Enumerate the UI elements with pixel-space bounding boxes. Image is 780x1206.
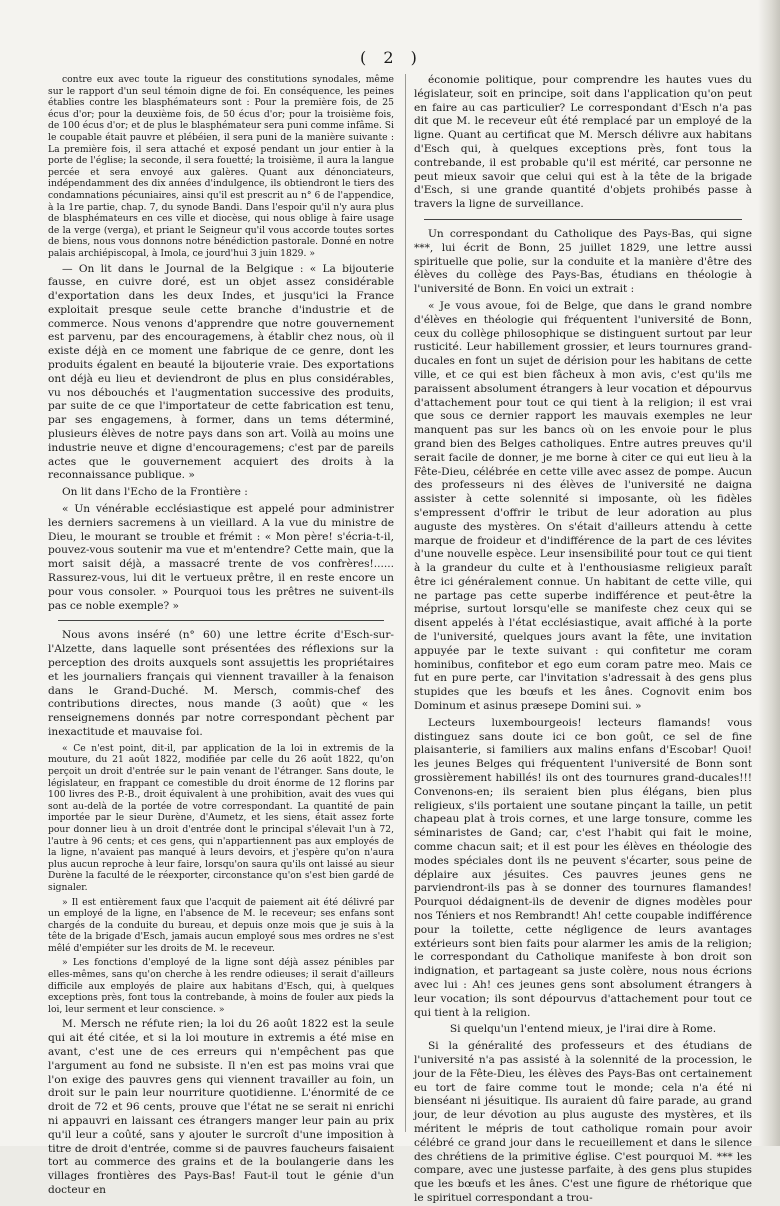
section-separator — [58, 620, 384, 621]
left-column — [48, 74, 394, 1197]
page-fold-shadow — [758, 0, 780, 1146]
page-number: ( 2 ) — [360, 48, 423, 67]
article-paragraph: — On lit dans le Journal de la Belgique : « La bijouterie fausse, en cuivre doré, est un objet assez considérable d'exportation dans les deux Indes, et jusqu'ici la France exploitait presque seule cette branche d'industrie et de commerce. Nous venons d'apprendre que notre gouvernement est parvenu, par des encouragemens, à établir chez nous, où il existe déjà en ce moment une fabrique de ce genre, dont les produits égalent en beauté la bijouterie vraie. Des exportations ont déjà eu lieu et deviendront de plus en plus considérables, vu nos débouchés et l'augmentation successive des produits, par suite de ce que l'importateur de cette fabrication est tenu, par ses engagemens, à former, dans un tems déterminé, plusieurs élèves de notre pays dans son art. Voilà au moins une industrie neuve et digne d'encouragemens; c'est par de pareils actes que le gouvernement acquiert des droits à la reconnaissance publique. » — [48, 262, 394, 482]
article-paragraph: Si la généralité des professeurs et des étudians de l'université n'a pas assisté à la solennité de la procession, le jour de la Fête-Dieu, les élèves des Pays-Bas ont certainement eu tort de faire comme tout le monde; cela n'a été ni bienséant ni jésuitique. Ils auraient dû faire parade, au grand jour, de leur dévotion au plus auguste des mystères, et ils méritent le mépris de tout catholique romain pour avoir célébré ce grand jour dans le recueillement et dans le silence des chrétiens de la primitive église. C'est pourquoi M. *** les compare, avec une justesse parfaite, à des gens plus stupides que les bœufs et les ânes. C'est une figure de rhétorique que le spirituel correspondant a trou- — [414, 1040, 752, 1204]
article-paragraph: économie politique, pour comprendre les hautes vues du législateur, soit en principe, soit dans l'application qu'on peut en faire au cas particulier? Le correspondant d'Esch n'a pas dit que M. le receveur eût été remplacé par un employé de la ligne. Quant au certificat que M. Mersch délivre aux habitans d'Esch qui, à quelques exceptions près, font tous la contrebande, il est probable qu'il est mérité, car personne ne peut mieux savoir que celui qui est à la tête de la brigade d'Esch, si une grande quantité d'objets prohibés passe à travers la ligne de surveillance. — [414, 74, 752, 211]
article-paragraph: Lecteurs luxembourgeois! lecteurs flamands! vous distinguez sans doute ici ce bon goût, ce sel de fine plaisanterie, si familiers aux malins enfans d'Escobar! Quoi! les jeunes Belges qui fréquentent l'université de Bonn sont grossièrement habillés! ils ont des tournures grand-ducales!!! Convenons-en; ils seraient bien plus élégans, bien plus religieux, s'ils portaient une soutane pinçant la taille, un petit chapeau plat à trois cornes, et une large tonsure, comme les séminaristes de Gand; car, c'est l'habit qui fait le moine, comme chacun sait; et il est pour les élèves en théologie des modes spéciales dont ils ne peuvent s'écarter, sous peine de déplaire aux jésuites. Ces pauvres jeunes gens ne parviendront-ils pas à se donner des tournures flamandes! Pourquoi dédaignent-ils de devenir de dignes modèles pour nos Téniers et nos Rembrandt! Ah! cette coupable indifférence pour la toilette, cette négligence de leurs avantages extérieurs sont bien faits pour alarmer les amis de la religion; le correspondant du Catholique manifeste à bon droit son indignation, et partageant sa juste colère, nous nous écrions avec lui : Ah! ces jeunes gens sont absolument étrangers à leur vocation; ils sont dépourvus d'attachement pour tout ce qui tient à la religion. — [414, 716, 752, 1019]
columns — [48, 74, 752, 1204]
article-paragraph: » Les fonctions d'employé de la ligne sont déjà assez pénibles par elles-mêmes, sans qu'on cherche à les rendre odieuses; il serait d'ailleurs difficile aux employés de plaire aux habitans d'Esch, qui, à quelques exceptions près, font tous la contrebande, à moins de fouler aux pieds la loi, leur serment et leur conscience. » — [48, 957, 394, 1015]
article-paragraph: Si quelqu'un l'entend mieux, je l'irai dire à Rome. — [449, 1023, 717, 1036]
right-column — [414, 74, 752, 1204]
article-paragraph: Nous avons inséré (n° 60) une lettre écrite d'Esch-sur-l'Alzette, dans laquelle sont présentées des réflexions sur la perception des droits auxquels sont assujettis les propriétaires et les journaliers français qui viennent travailler à la fenaison dans le Grand-Duché. M. Mersch, commis-chef des contributions directes, nous mande (3 août) que « les renseignemens donnés par notre correspondant pèchent par inexactitude et mauvaise foi. — [48, 629, 394, 738]
article-paragraph: « Ce n'est point, dit-il, par application de la loi in extremis de la mouture, du 21 août 1822, modifiée par celle du 26 août 1822, qu'on perçoit un droit d'entrée sur le pain venant de l'étranger. Sans doute, le législateur, en frappant ce comestible du droit énorme de 12 florins par 100 livres des P.-B., droit équivalent à une prohibition, avait des vues qui sont au-delà de la portée de votre correspondant. La quantité de pain importée par le sieur Durène, d'Aumetz, et les siens, était assez forte pour donner lieu à un droit d'entrée dont le principal s'élevait l'un à 72, l'autre à 96 cents; et ces gens, qui n'appartiennent pas aux employés de la ligne, n'avaient pas manqué à leurs devoirs, et j'espère qu'on n'aura plus aucun reproche à leur faire, lorsqu'on saura qu'ils ont laissé au sieur Durène la faculté de le réexporter, circonstance qu'on s'est bien gardé de signaler. — [48, 742, 394, 893]
article-paragraph: Un correspondant du Catholique des Pays-Bas, qui signe ***, lui écrit de Bonn, 25 juillet 1829, une lettre aussi spirituelle que polie, sur la conduite et la manière d'être des élèves du collège des Pays-Bas, étudians en théologie à l'université de Bonn. En voici un extrait : — [414, 227, 752, 296]
article-paragraph: contre eux avec toute la rigueur des constitutions synodales, même sur le rapport d'un seul témoin digne de foi. En conséquence, les peines établies contre les blasphémateurs sont : Pour la première fois, de 25 écus d'or; pour la deuxième fois, de 50 écus d'or; pour la troisième fois, de 100 écus d'or; et de plus le blasphémateur sera puni comme infâme. Si le coupable était pauvre et plébéien, il sera puni de la manière suivante : La première fois, il sera attaché et exposé pendant un jour entier à la porte de l'église; la seconde, il sera fouetté; la troisième, il aura la langue percée et sera envoyé aux galères. Quant aux dénonciateurs, indépendamment des dix années d'indulgence, ils obtiendront le tiers des condamnations pécuniaires, ainsi qu'il est prescrit au n° 6 de l'appendice, à la 1re partie, chap. 7, du synode Bandi. Dans l'espoir qu'il n'y aura plus de blasphémateurs en ces ville et diocèse, qui nous oblige à faire usage de la verge (verga), et priant le Seigneur qu'il vous accorde toutes sortes de biens, nous vous donnons notre bénédiction pastorale. Donné en notre palais archiépiscopal, à Imola, ce jourd'hui 3 juin 1829. » — [48, 74, 394, 259]
article-paragraph: « Un vénérable ecclésiastique est appelé pour administrer les derniers sacremens à un vieillard. A la vue du ministre de Dieu, le mourant se trouble et frémit : « Mon père! s'écria-t-il, pouvez-vous soutenir ma vue et m'entendre? Cette main, que la mort saisit déjà, a massacré trente de vos confrères!...... Rassurez-vous, lui dit le vertueux prêtre, il en reste encore un pour vous consoler. » Pourquoi tous les prêtres ne suivent-ils pas ce noble exemple? » — [48, 503, 394, 612]
section-separator — [424, 219, 742, 220]
article-paragraph: On lit dans l'Echo de la Frontière : — [62, 486, 248, 499]
article-paragraph: « Je vous avoue, foi de Belge, que dans le grand nombre d'élèves en théologie qui fréquentent l'université de Bonn, ceux du collège philosophique se distinguent surtout par leur rusticité. Leur habillement grossier, et leurs tournures grand-ducales en font un sujet de dérision pour les habitans de cette ville, et ce qui est bien fâcheux à mon avis, c'est qu'ils me paraissent absolument étrangers à leur vocation et dépourvus d'attachement pour tout ce qui tient à la religion; il est vrai que sous ce dernier rapport les mauvais exemples ne leur manquent pas sur les bancs où on les envoie pour le plus grand bien des Belges catholiques. Entre autres preuves qu'il serait facile de donner, je me borne à citer ce qui eut lieu à la Fête-Dieu, célébrée en cette ville avec assez de pompe. Aucun des professeurs ni des élèves de l'université ne daigna assister à cette solennité si imposante, où les fidèles s'empressent d'offrir le tribut de leur adoration au plus auguste des mystères. On s'était d'ailleurs attendu à cette marque de froideur et d'indifférence de la part de ces lévites d'une nouvelle espèce. Leur insensibilité pour tout ce qui tient à la grandeur du culte et à l'enthousiasme religieux paraît être ici généralement connue. Un habitant de cette ville, qui ne partage pas cette superbe indifférence et peut-être la méprise, surtout lorsqu'elle se manifeste chez ceux qui se disent appelés à l'état ecclésiastique, avait affiché à la porte de l'université, quelques jours avant la fête, une invitation appuyée par le texte suivant : qui confitetur me coram hominibus, confitebor et ego eum coram patre meo. Mais ce fut en pure perte, car l'invitation s'adressait à des gens plus stupides que les bœufs et les ânes. Cognovit enim bos Dominum et asinus præsepe Domini sui. » — [414, 299, 752, 713]
article-paragraph: M. Mersch ne réfute rien; la loi du 26 août 1822 est la seule qui ait été citée, et si la loi mouture in extremis a été mise en avant, c'est une de ces erreurs qui n'empêchent pas que l'argument au fond ne subsiste. Il n'en est pas moins vrai que l'on exige des pauvres gens qui viennent travailler au foin, un droit sur le pain leur nourriture quotidienne. L'énormité de ce droit de 72 et 96 cents, prouve que l'état ne se serait ni enrichi ni appauvri en laissant ces étrangers manger leur pain au prix qu'il leur a coûté, sans y ajouter le surcroît d'une imposition à titre de droit d'entrée, comme si de pauvres faucheurs faisaient tort au commerce des grains et de la boulangerie dans les villages frontières des Pays-Bas! Faut-il tout le génie d'un docteur en — [48, 1018, 394, 1197]
column-divider — [405, 74, 406, 1132]
article-paragraph: » Il est entièrement faux que l'acquit de paiement ait été délivré par un employé de la ligne, en l'absence de M. le receveur; ses enfans sont chargés de la conduite du bureau, et depuis onze mois que je suis à la tête de la brigade d'Esch, jamais aucun employé sous mes ordres ne s'est mêlé d'empiéter sur les droits de M. le receveur. — [48, 896, 394, 954]
